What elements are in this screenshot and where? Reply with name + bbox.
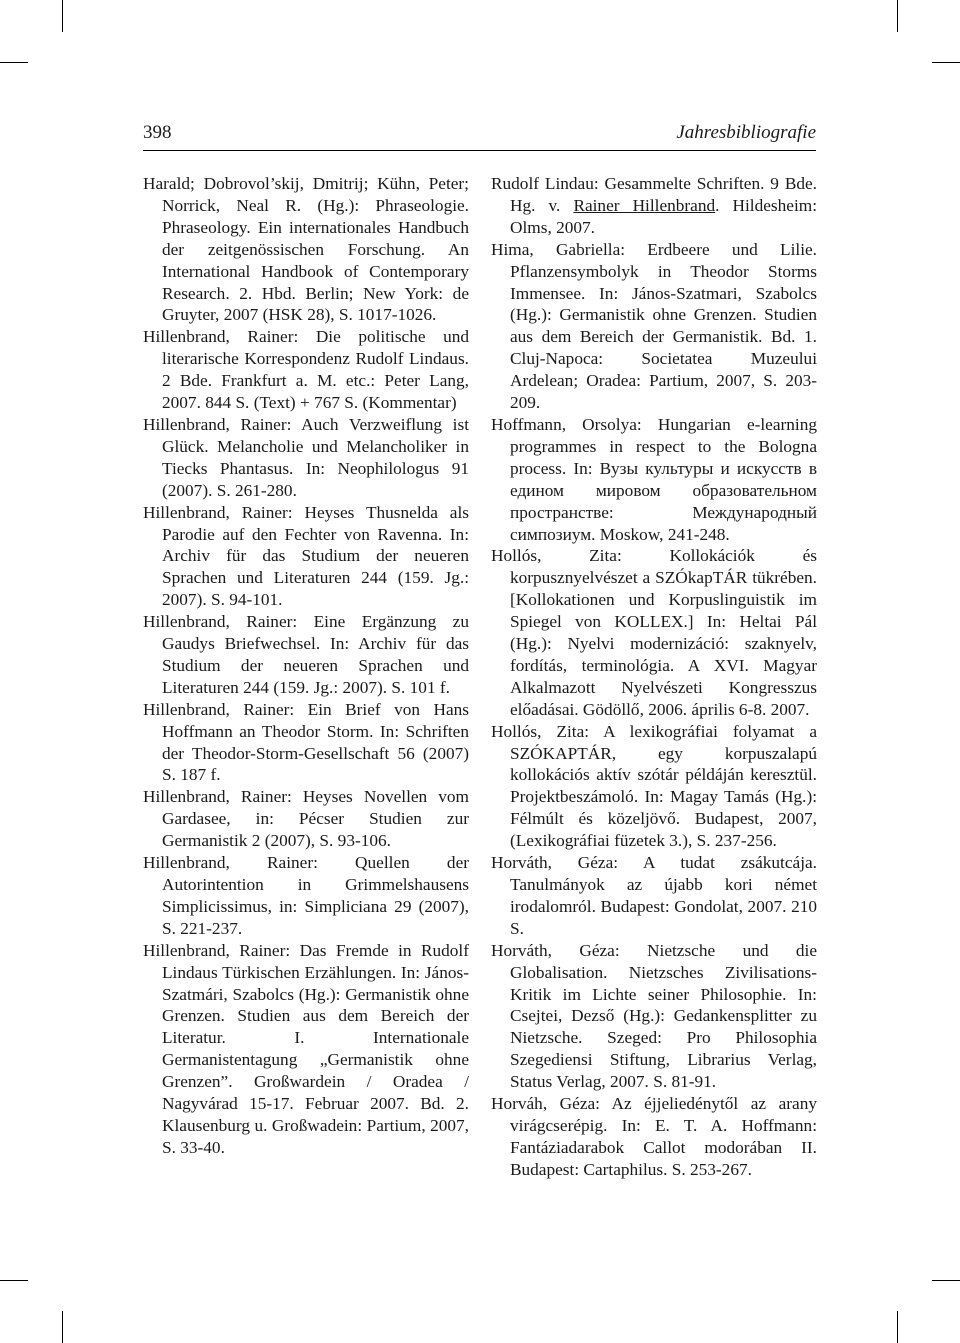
page-header (143, 122, 816, 152)
header-rule (143, 150, 816, 151)
bibliography-entry: Hima, Gabriella: Erdbeere und Lilie. Pflanzensymbolyk in Theodor Storms Immensee. In: János-Szatmari, Szabolcs (Hg.): Germanistik ohne Grenzen. Studien aus dem Bereich der Germanistik. Bd. 1. Cluj-Napoca: Societatea Muzeului Ardelean; Oradea: Partium, 2007, S. 203-209. (491, 239, 817, 413)
running-title: Jahresbibliografie (676, 122, 816, 143)
crop-mark-bottom-right (897, 1311, 898, 1343)
bibliography-entry: Hillenbrand, Rainer: Eine Ergänzung zu Gaudys Briefwechsel. In: Archiv für das Studium der neueren Sprachen und Literaturen 244 (159. Jg.: 2007). S. 101 f. (143, 612, 469, 697)
crop-mark-bottom-right-h (932, 1280, 960, 1281)
bibliography-entry: Hoffmann, Orsolya: Hungarian e-learning programmes in respect to the Bologna process. In: Вузы культуры и искусств в едином мировом образовательном пространстве: Международный симпозиум. Moskow, 241-248. (491, 414, 817, 544)
bibliography-entry: Hollós, Zita: A lexikográfiai folyamat a SZÓKAPTÁR, egy korpuszalapú kollokációs aktív szótár példáján keresztül. Projektbeszámoló. In: Magay Tamás (Hg.): Félmúlt és közeljövő. Budapest, 2007, (Lexikográfiai füzetek 3.), S. 237-256. (491, 721, 817, 851)
bibliography-entry: Hollós, Zita: Kollokációk és korpusznyelvészet a SZÓkapTÁR tükrében. [Kollokationen und Korpuslinguistik im Spiegel von KOLLEX.] In: Heltai Pál (Hg.): Nyelvi modernizáció: szaknyelv, fordítás, terminológia. A XVI. Magyar Alkalmazott Nyelvészeti Kongresszus előadásai. Gödöllő, 2006. április 6-8. 2007. (491, 546, 817, 719)
left-column (143, 173, 469, 1159)
continuation-text-before: Rudolf Lindau: Gesammelte Schriften. 9 Bde. Hg. v. (491, 174, 817, 215)
bibliography-entry: Hillenbrand, Rainer: Die politische und literarische Korrespondenz Rudolf Lindaus. 2 Bde. Frankfurt a. M. etc.: Peter Lang, 2007. 844 S. (Text) + 767 S. (Kommentar) (143, 327, 469, 413)
bibliography-entry: Hillenbrand, Rainer: Das Fremde in Rudolf Lindaus Türkischen Erzählungen. In: János-Szatmári, Szabolcs (Hg.): Germanistik ohne Grenzen. Studien aus dem Bereich der Literatur. I. Internationale Germanistentagung „Germanistik ohne Grenzen”. Großwardein / Oradea / Nagyvárad 15-17. Februar 2007. Bd. 2. Klausenburg u. Großwadein: Partium, 2007, S. 33-40. (143, 940, 469, 1157)
bibliography-entry: Horváth, Géza: A tudat zsákutcája. Tanulmányok az újabb kori német irodalomról. Budapest: Gondolat, 2007. 210 S. (491, 853, 817, 938)
crop-mark-top-left (62, 0, 63, 32)
crop-mark-bottom-left-h (0, 1280, 28, 1281)
crop-mark-bottom-left (62, 1311, 63, 1343)
crop-mark-top-right-h (932, 62, 960, 63)
bibliography-entry: Hillenbrand, Rainer: Quellen der Autorintention in Grimmelshausens Simplicissimus, in: Simpliciana 29 (2007), S. 221-237. (143, 853, 469, 938)
bibliography-entry: Hillenbrand, Rainer: Heyses Novellen vom Gardasee, in: Pécser Studien zur Germanistik 2 (2007), S. 93-106. (143, 787, 469, 851)
crop-mark-top-right (897, 0, 898, 32)
bibliography-entry: Hillenbrand, Rainer: Heyses Thusnelda als Parodie auf den Fechter von Ravenna. In: Archiv für das Studium der neueren Sprachen und Literaturen 244 (159. Jg.: 2007). S. 94-101. (143, 502, 469, 610)
bibliography-entry: Hillenbrand, Rainer: Ein Brief von Hans Hoffmann an Theodor Storm. In: Schriften der Theodor-Storm-Gesellschaft 56 (2007) S. 187 f. (143, 699, 469, 785)
page-number: 398 (143, 122, 172, 143)
bibliography-entry: Harald; Dobrovol’skij, Dmitrij; Kühn, Peter; Norrick, Neal R. (Hg.): Phraseologie. Phraseology. Ein internationales Handbuch der zeitgenössischen Forschung. An International Handbook of Contemporary Research. 2. Hbd. Berlin; New York: de Gruyter, 2007 (HSK 28), S. 1017-1026. (143, 174, 469, 325)
bibliography-entry: Horváh, Géza: Az éjjeliedénytől az arany virágcserépig. In: E. T. A. Hoffmann: Fantáziadarabok Callot modorában II. Budapest: Cartaphilus. S. 253-267. (491, 1094, 817, 1179)
continuation-text-after: . Hildesheim: Olms, 2007. (510, 195, 817, 237)
underlined-author: Rainer Hillenbrand (573, 195, 716, 215)
bibliography-entry: Horváth, Géza: Nietzsche und die Globalisation. Nietzsches Zivilisations-Kritik im Lichte seiner Philosophie. In: Csejtei, Dezső (Hg.): Gedankensplitter zu Nietzsche. Szeged: Pro Philosophia Szegediensi Stiftung, Librarius Verlag, Status Verlag, 2007. S. 81-91. (491, 940, 817, 1092)
crop-mark-top-left-h (0, 62, 28, 63)
bibliography-entry: Hillenbrand, Rainer: Auch Verzweiflung ist Glück. Melancholie und Melancholiker in Tiecks Phantasus. In: Neophilologus 91 (2007). S. 261-280. (143, 414, 469, 500)
bibliography-entry-continuation (491, 173, 817, 239)
right-column (491, 173, 817, 1181)
